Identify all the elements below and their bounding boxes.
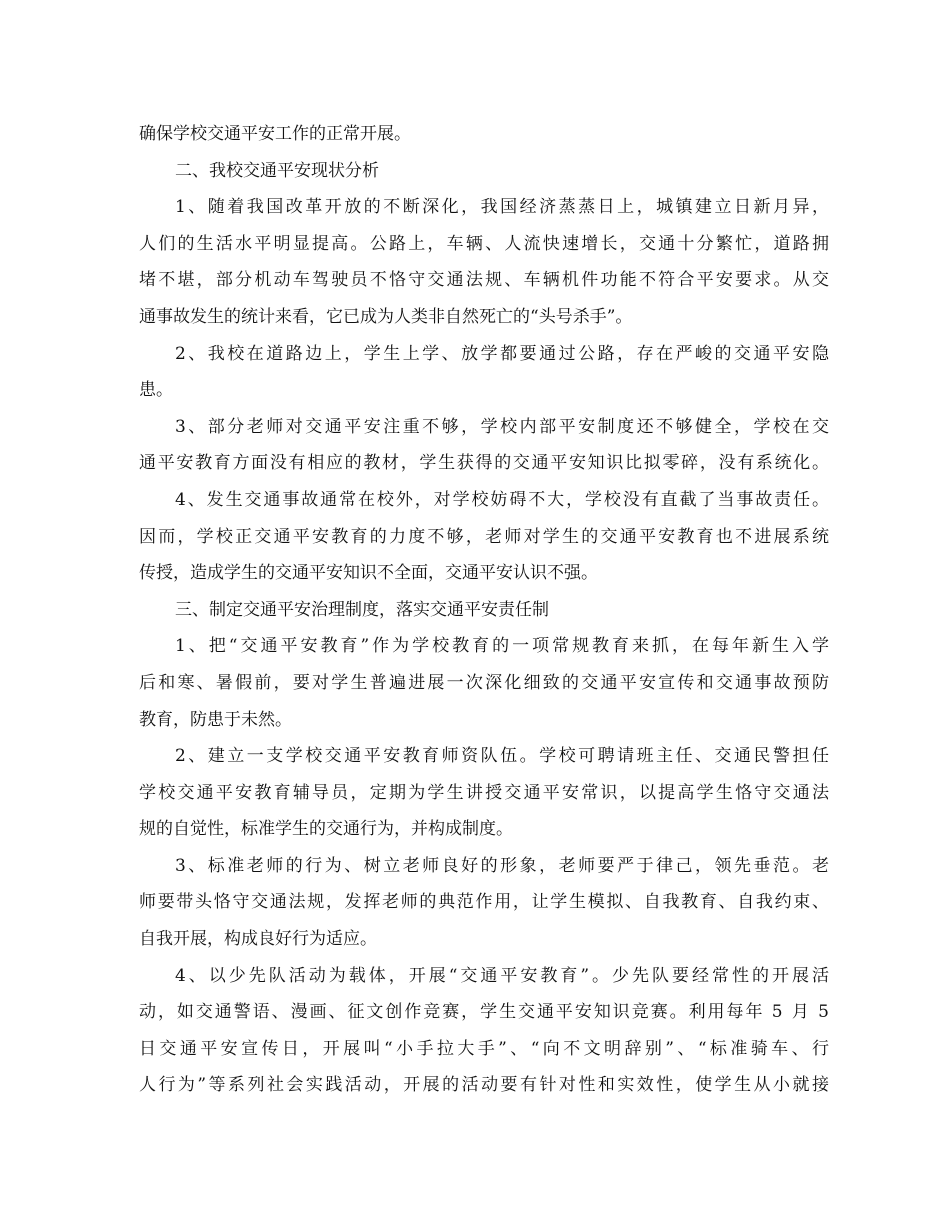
text-line: 通事故发生的统计来看，它已成为人类非自然死亡的“头号杀手”。 bbox=[139, 306, 633, 327]
text-line: 师要带头恪守交通法规，发挥老师的典范作用，让学生模拟、自我教育、自我约束、 bbox=[139, 892, 831, 913]
text-line: 2、建立一支学校交通平安教育师资队伍。学校可聘请班主任、交通民警担任 bbox=[175, 746, 832, 767]
text-line: 3、部分老师对交通平安注重不够，学校内部平安制度还不够健全，学校在交 bbox=[175, 416, 832, 437]
text-line: 人们的生活水平明显提高。公路上，车辆、人流快速增长，交通十分繁忙，道路拥 bbox=[139, 233, 832, 254]
section-heading: 二、我校交通平安现状分析 bbox=[175, 160, 379, 181]
text-line: 人行为”等系列社会实践活动，开展的活动要有针对性和实效性，使学生从小就接 bbox=[139, 1075, 832, 1096]
text-line: 学校交通平安教育辅导员，定期为学生讲授交通平安常识，以提高学生恪守交通法 bbox=[139, 782, 832, 803]
text-line: 教育，防患于未然。 bbox=[139, 709, 292, 730]
text-line: 确保学校交通平安工作的正常开展。 bbox=[139, 124, 411, 144]
text-line: 后和寒、暑假前，要对学生普遍进展一次深化细致的交通平安宣传和交通事故预防 bbox=[139, 672, 832, 693]
text-line: 1、把“交通平安教育”作为学校教育的一项常规教育来抓，在每年新生入学 bbox=[175, 636, 832, 657]
text-line: 4、发生交通事故通常在校外，对学校妨碍不大，学校没有直截了当事故责任。 bbox=[175, 489, 831, 510]
text-line: 动，如交通警语、漫画、征文创作竞赛，学生交通平安知识竞赛。利用每年 5 月 5 bbox=[139, 1002, 831, 1023]
text-line: 2、我校在道路边上，学生上学、放学都要通过公路，存在严峻的交通平安隐 bbox=[175, 343, 832, 364]
text-line: 传授，造成学生的交通平安知识不全面，交通平安认识不强。 bbox=[139, 563, 598, 584]
text-line: 堵不堪，部分机动车驾驶员不恪守交通法规、车辆机件功能不符合平安要求。从交 bbox=[139, 270, 832, 291]
text-line: 3、标准老师的行为、树立老师良好的形象，老师要严于律己，领先垂范。老 bbox=[175, 855, 832, 876]
text-line: 规的自觉性，标准学生的交通行为，并构成制度。 bbox=[139, 819, 513, 840]
text-line: 1、随着我国改革开放的不断深化，我国经济蒸蒸日上，城镇建立日新月异， bbox=[175, 197, 832, 218]
text-line: 自我开展，构成良好行为适应。 bbox=[139, 929, 377, 950]
text-line: 日交通平安宣传日，开展叫“小手拉大手”、“向不文明辞别”、“标准骑车、行 bbox=[139, 1038, 833, 1059]
text-line: 患。 bbox=[139, 380, 173, 401]
text-line: 4、以少先队活动为载体，开展“交通平安教育”。少先队要经常性的开展活 bbox=[175, 965, 832, 986]
text-line: 因而，学校正交通平安教育的力度不够，老师对学生的交通平安教育也不进展系统 bbox=[139, 526, 832, 547]
text-line: 通平安教育方面没有相应的教材，学生获得的交通平安知识比拟零碎，没有系统化。 bbox=[139, 453, 831, 474]
section-heading: 三、制定交通平安治理制度，落实交通平安责任制 bbox=[175, 599, 549, 620]
document-body bbox=[139, 116, 833, 1104]
